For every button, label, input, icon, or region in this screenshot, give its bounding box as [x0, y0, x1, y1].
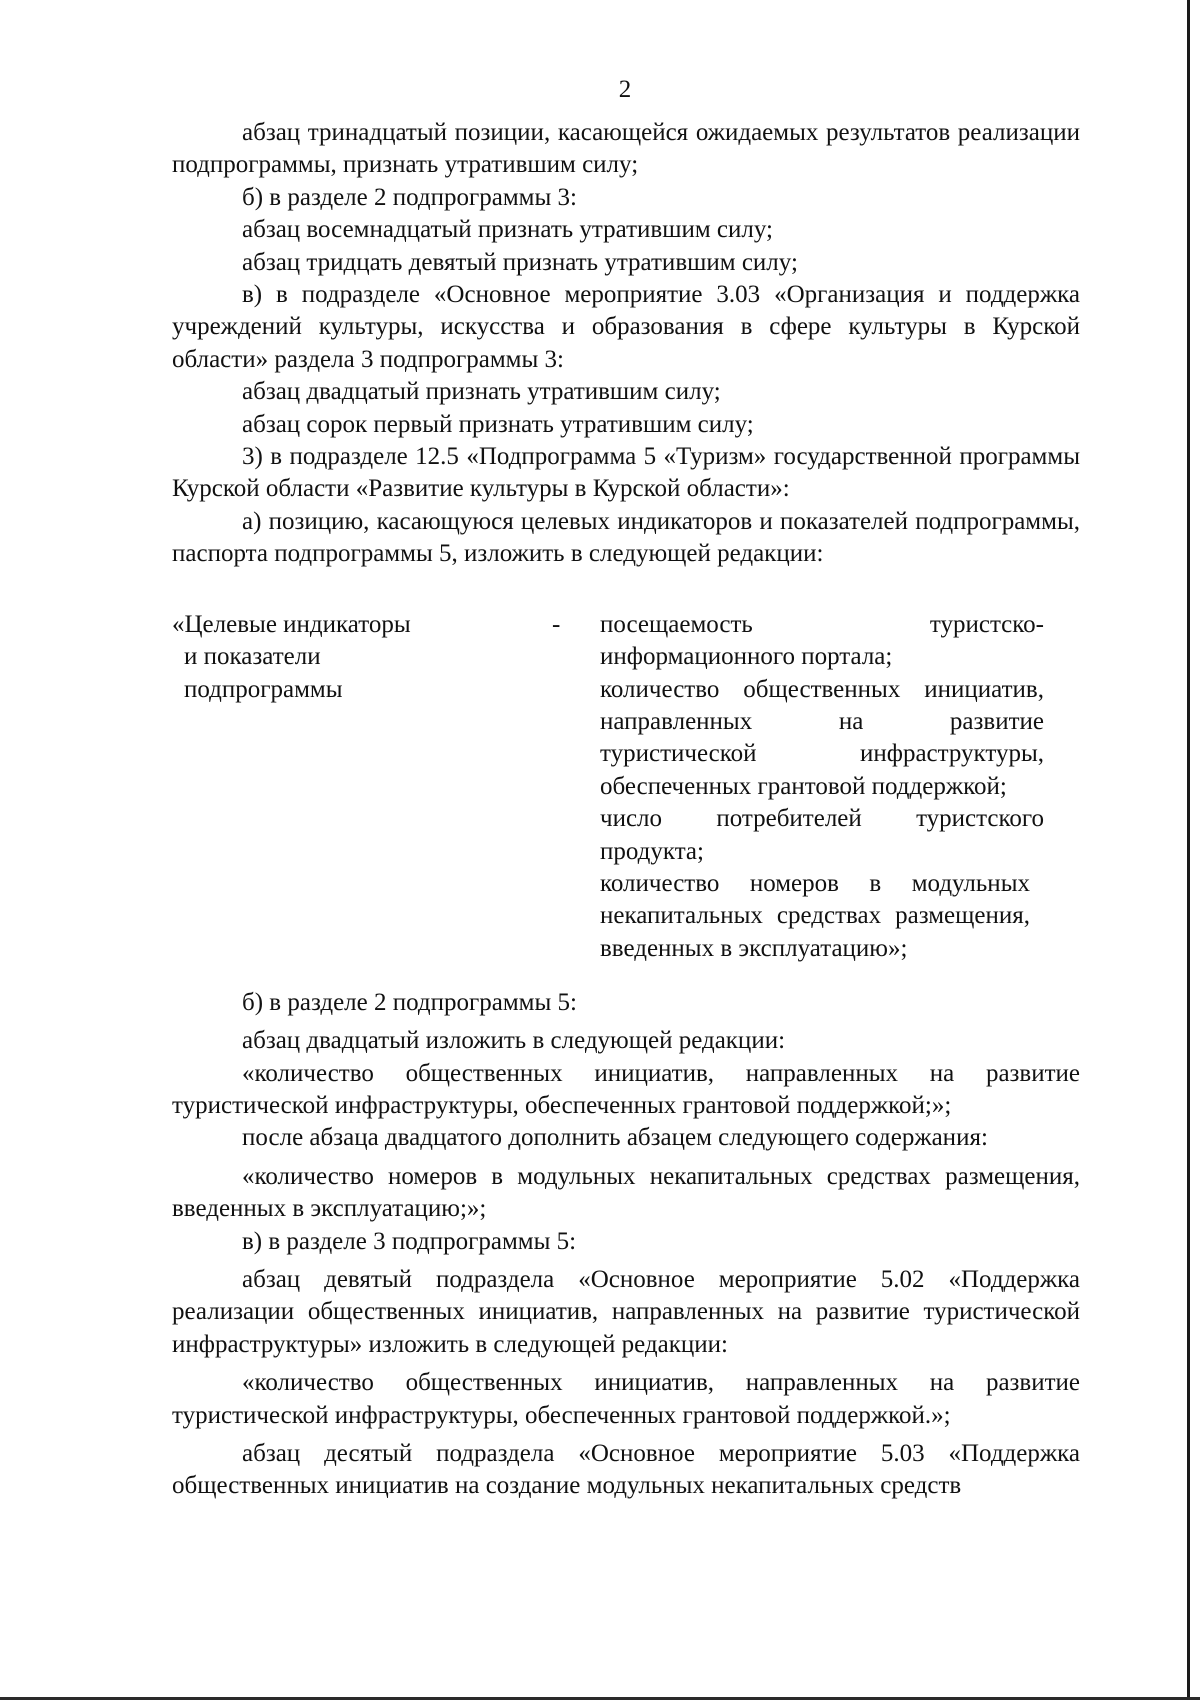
passport-label: [172, 609, 472, 706]
paragraph: 3) в подразделе 12.5 «Подпрограмма 5 «Туризм» государственной программы Курской области «Развитие культуры в Курской области»:: [172, 443, 1080, 503]
paragraph: «количество номеров в модульных некапитальных средствах размещения, введенных в эксплуатацию;»;: [172, 1162, 1080, 1223]
paragraph: в) в разделе 3 подпрограммы 5:: [242, 1227, 577, 1255]
paragraph: б) в разделе 2 подпрограммы 3:: [242, 183, 577, 211]
paragraph: абзац тридцать девятый признать утратившим силу;: [242, 248, 798, 276]
indicator-item: количество номеров в модульных некапитальных средствах размещения, введенных в эксплуатацию»;: [600, 869, 1030, 962]
indicator-item: посещаемость туристско-информационного портала;: [600, 610, 1044, 671]
passport-position-table: [172, 609, 1080, 989]
paragraph: после абзаца двадцатого дополнить абзацем следующего содержания:: [242, 1124, 988, 1152]
document-body: [172, 117, 1080, 1503]
paragraph: абзац тринадцатый позиции, касающейся ожидаемых результатов реализации подпрограммы, признать утратившим силу;: [172, 119, 1080, 179]
paragraph: абзац десятый подраздела «Основное мероприятие 5.03 «Поддержка общественных инициатив на создание модульных некапитальных средств: [172, 1439, 1080, 1500]
paragraph: абзац двадцатый изложить в следующей редакции:: [242, 1027, 786, 1055]
paragraph: абзац девятый подраздела «Основное мероприятие 5.02 «Поддержка реализации общественных инициатив, направленных на развитие туристической инфраструктуры» изложить в следующей редакции:: [172, 1265, 1080, 1358]
page-number: 2: [618, 76, 632, 103]
paragraph: «количество общественных инициатив, направленных на развитие туристической инфраструктуры, обеспеченных грантовой поддержкой.»;: [172, 1369, 1080, 1429]
paragraph: абзац восемнадцатый признать утратившим силу;: [242, 216, 773, 244]
paragraph: абзац сорок первый признать утратившим силу;: [242, 410, 754, 438]
paragraph: а) позицию, касающуюся целевых индикаторов и показателей подпрограммы, паспорта подпрограммы 5, изложить в следующей редакции:: [172, 507, 1080, 568]
passport-label-line: и показатели: [184, 643, 321, 671]
paragraph: в) в подразделе «Основное мероприятие 3.03 «Организация и поддержка учреждений культуры, искусства и образования в сфере культуры в Курской области» раздела 3 подпрограммы 3:: [172, 281, 1080, 373]
passport-dash: -: [552, 610, 561, 638]
passport-values: [600, 609, 1044, 965]
passport-label-line: подпрограммы: [184, 675, 343, 703]
paragraph: б) в разделе 2 подпрограммы 5:: [242, 988, 577, 1016]
indicator-item: количество общественных инициатив, направленных на развитие туристической инфраструктуры, обеспеченных грантовой поддержкой;: [600, 675, 1044, 800]
indicator-item: число потребителей туристского продукта;: [600, 805, 1044, 865]
paragraph: «количество общественных инициатив, направленных на развитие туристической инфраструктуры, обеспеченных грантовой поддержкой;»;: [172, 1059, 1080, 1119]
paragraph: абзац двадцатый признать утратившим силу;: [242, 378, 721, 406]
passport-label-line: «Целевые индикаторы: [172, 610, 411, 638]
scan-edge-right: [1187, 0, 1190, 1700]
